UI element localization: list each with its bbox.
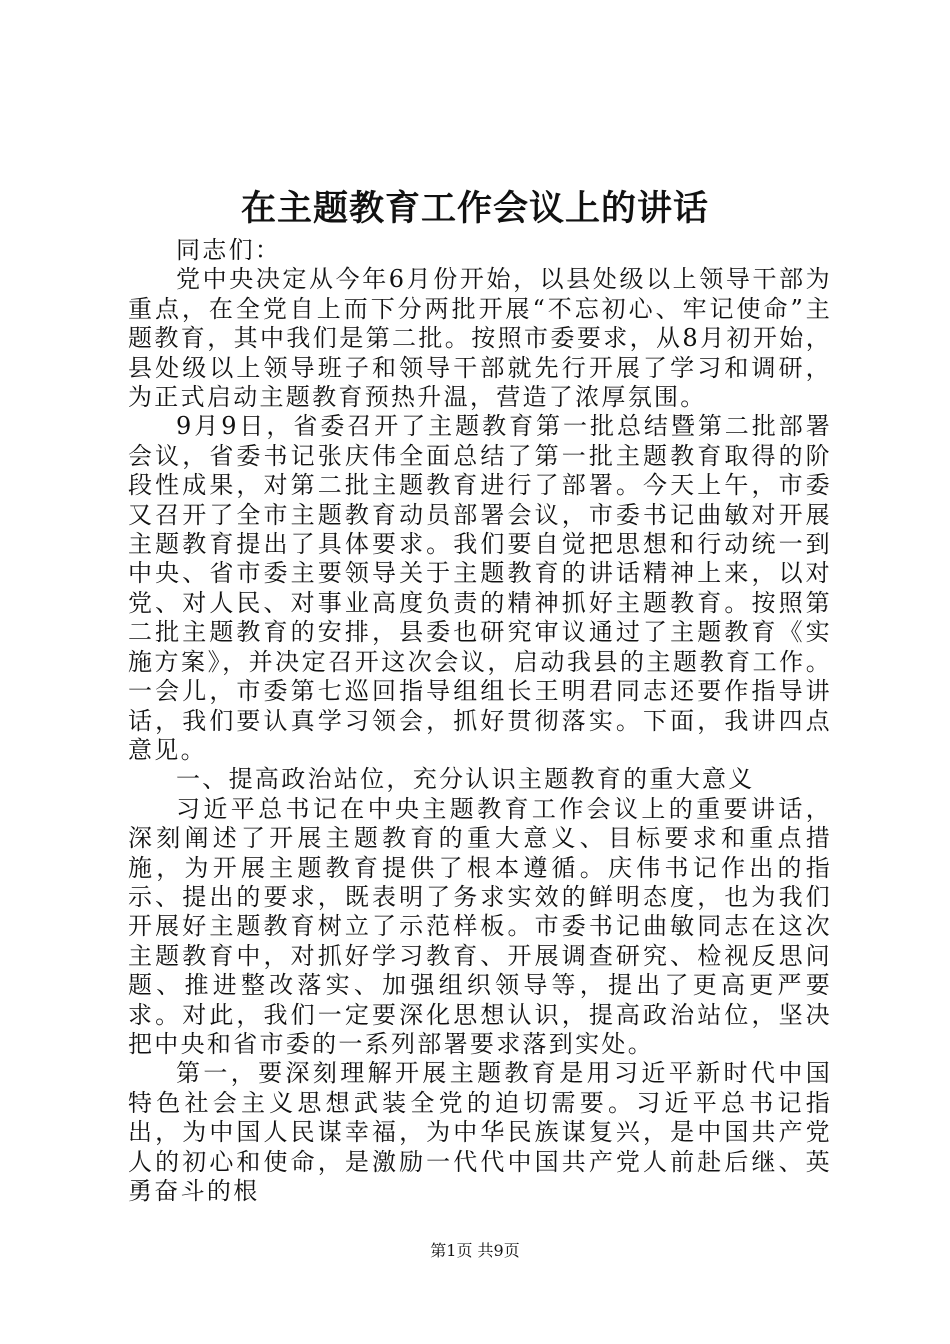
body-paragraph: 党中央决定从今年6月份开始，以县处级以上领导干部为重点，在全党自上而下分两批开展“不忘初心、牢记使命”主题教育，其中我们是第二批。按照市委要求，从8月初开始，县处级以上领导班子和领导干部就先行开展了学习和调研，为正式启动主题教育预热升温，营造了浓厚氛围。 <box>128 265 832 412</box>
section-heading: 一、提高政治站位，充分认识主题教育的重大意义 <box>176 765 755 794</box>
salutation-paragraph: 同志们： <box>176 236 282 264</box>
page-footer: 第1页 共9页 <box>430 1241 520 1260</box>
document-body <box>128 236 832 1206</box>
document-title: 在主题教育工作会议上的讲话 <box>240 188 709 229</box>
body-paragraph: 第一，要深刻理解开展主题教育是用习近平新时代中国特色社会主义思想武装全党的迫切需要。习近平总书记指出，为中国人民谋幸福，为中华民族谋复兴，是中国共产党人的初心和使命，是激励一代代中国共产党人前赴后继、英勇奋斗的根 <box>128 1059 832 1205</box>
body-paragraph: 习近平总书记在中央主题教育工作会议上的重要讲话，深刻阐述了开展主题教育的重大意义、目标要求和重点措施，为开展主题教育提供了根本遵循。庆伟书记作出的指示、提出的要求，既表明了务求实效的鲜明态度，也为我们开展好主题教育树立了示范样板。市委书记曲敏同志在这次主题教育中，对抓好学习教育、开展调查研究、检视反思问题、推进整改落实、加强组织领导等，提出了更高更严要求。对此，我们一定要深化思想认识，提高政治站位，坚决把中央和省市委的一系列部署要求落到实处。 <box>128 794 832 1058</box>
body-paragraph: 9月9日，省委召开了主题教育第一批总结暨第二批部署会议，省委书记张庆伟全面总结了第一批主题教育取得的阶段性成果，对第二批主题教育进行了部署。今天上午，市委又召开了全市主题教育动员部署会议，市委书记曲敏对开展主题教育提出了具体要求。我们要自觉把思想和行动统一到中央、省市委主要领导关于主题教育的讲话精神上来，以对党、对人民、对事业高度负责的精神抓好主题教育。按照第二批主题教育的安排，县委也研究审议通过了主题教育《实施方案》，并决定召开这次会议，启动我县的主题教育工作。一会儿，市委第七巡回指导组组长王明君同志还要作指导讲话，我们要认真学习领会，抓好贯彻落实。下面，我讲四点意见。 <box>128 412 832 764</box>
